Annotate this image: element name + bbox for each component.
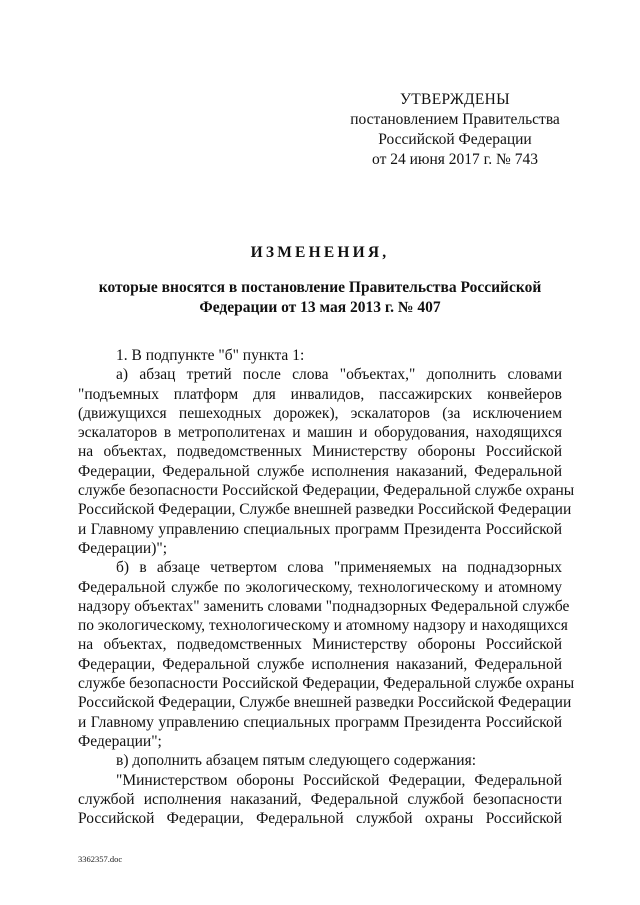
body-line: в) дополнить абзацем пятым следующего содержания: [116,752,477,770]
subtitle-line: Федерации от 13 мая 2013 г. № 407 [199,299,441,316]
body-line: 1. В подпункте "б" пункта 1: [116,347,305,364]
document-title: ИЗМЕНЕНИЯ, [250,244,390,261]
body-line: "Министерством обороны Российской Федерации, Федеральной [116,771,562,789]
footer-filename: 3362357.doc [78,854,123,864]
body-line: "подъемных платформ для инвалидов, пассажирских конвейеров [78,385,562,403]
body-line: Федерации)"; [78,539,167,557]
body-line: а) абзац третий после слова "объектах," дополнить словами [116,366,562,384]
body-line: службе безопасности Российской Федерации, Федеральной службе охраны [78,482,575,500]
approval-block [330,90,580,170]
body-line: и Главному управлению специальных программ Президента Российской [78,520,562,538]
body-line: службой исполнения наказаний, Федеральной службой безопасности [78,790,562,808]
body-line: Российской Федерации, Службе внешней разведки Российской Федерации [78,501,572,519]
body-line: по экологическому, технологическому и атомному надзору и находящихся [78,617,568,635]
approval-line: постановлением Правительства [350,111,560,128]
body-line: б) в абзаце четвертом слова "применяемых на поднадзорных [116,559,562,577]
body-line: на объектах, подведомственных Министерству обороны Российской [78,443,562,461]
body-line: Федерации, Федеральной службе исполнения наказаний, Федеральной [78,462,562,480]
document-body [78,346,575,828]
body-line: Федерации, Федеральной службе исполнения наказаний, Федеральной [78,655,562,673]
body-line: службе безопасности Российской Федерации, Федеральной службе охраны [78,675,575,693]
approval-date-line: от 24 июня 2017 г. № 743 [372,151,538,168]
body-line: Федеральной службе по экологическому, технологическому и атомному [78,578,562,596]
body-line: Федерации"; [78,732,162,750]
approval-heading: УТВЕРЖДЕНЫ [400,91,510,108]
body-line: эскалаторов в метрополитенах и машин и оборудования, находящихся [78,424,562,442]
body-line: на объектах, подведомственных Министерству обороны Российской [78,636,562,654]
body-line: надзору объектах" заменить словами "поднадзорных Федеральной службе [78,597,570,615]
document-subtitle [78,278,562,318]
body-line: и Главному управлению специальных программ Президента Российской [78,713,562,731]
approval-line: Российской Федерации [378,131,532,148]
body-line: Российской Федерации, Службе внешней разведки Российской Федерации [78,694,572,712]
subtitle-line: которые вносятся в постановление Правительства Российской [98,279,542,296]
body-line: (движущихся пешеходных дорожек), эскалаторов (за исключением [78,404,562,422]
body-line: Российской Федерации, Федеральной службой охраны Российской [78,810,562,828]
